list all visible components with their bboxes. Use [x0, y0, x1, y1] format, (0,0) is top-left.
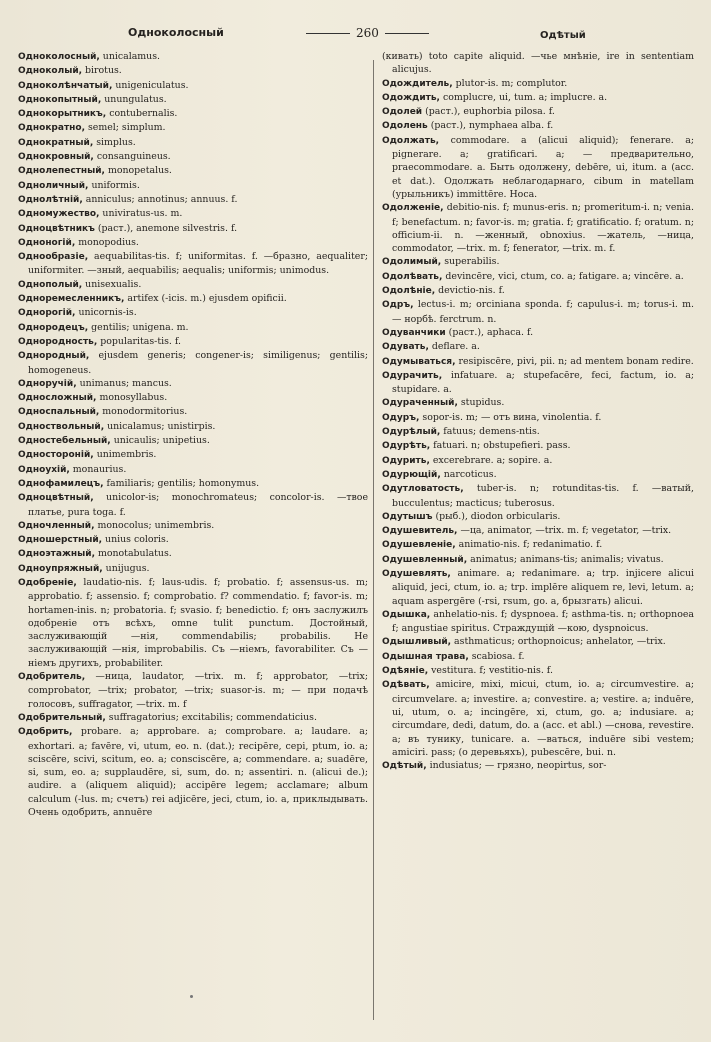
- dictionary-entry: [18, 79, 368, 93]
- entry-definition: monopetalus.: [104, 165, 172, 177]
- entry-definition: (раст.), nymphaea alba. f.: [427, 120, 554, 132]
- entry-headword: Одышка,: [382, 609, 431, 620]
- dictionary-entry: [18, 250, 368, 278]
- entry-headword: Одолѣніе,: [382, 286, 436, 297]
- dictionary-entry: [18, 236, 368, 250]
- dictionary-entry: [382, 396, 694, 410]
- dictionary-entry: [382, 134, 694, 201]
- entry-headword: Одноэтажный,: [18, 549, 95, 560]
- entry-headword: Одуванчики: [382, 327, 446, 338]
- entry-headword: Одноногій,: [18, 237, 76, 248]
- column-divider: [373, 60, 374, 1020]
- entry-definition: unimanus; mancus.: [76, 377, 172, 389]
- entry-definition: indusiatus; — грязно, neopirtus, sor-: [426, 760, 607, 772]
- entry-headword: Одушевленіе,: [382, 540, 456, 551]
- entry-headword: Одноцвѣтный,: [18, 493, 94, 504]
- entry-headword: Однородный,: [18, 351, 90, 362]
- entry-definition: anniculus; annotinus; annuus. f.: [82, 193, 238, 205]
- entry-definition: debitio-nis. f; munus-eris. n; promeritum-i. n; venia. f; benefactum. n; favor-is. m; gratia. f; gratificatio. f; oratum. n; officium-ii. n. —женный, obnoxius. —жатель, —ница, commodator, —trix. m. f; fenerator, —trix. m. f.: [392, 202, 694, 255]
- entry-headword: Одолжать,: [382, 135, 440, 146]
- dictionary-entry: [18, 207, 368, 221]
- entry-headword: Одобрить,: [18, 727, 73, 738]
- entry-headword: Одноколый,: [18, 66, 83, 77]
- dictionary-entry: [18, 463, 368, 477]
- entry-definition: monocolus; unimembris.: [94, 519, 215, 531]
- entry-definition: suffragatorius; excitabilis; commendaticius.: [105, 711, 317, 723]
- dictionary-entry: [18, 405, 368, 419]
- entry-headword: Одолженіе,: [382, 203, 444, 214]
- entry-definition: contubernalis.: [106, 108, 178, 120]
- entry-definition: superabilis.: [441, 256, 500, 268]
- entry-definition: birotus.: [82, 65, 122, 77]
- dictionary-entry: [18, 420, 368, 434]
- dictionary-entry: [382, 468, 694, 482]
- entry-definition: ejusdem generis; congener-is; similigenus; gentilis; homogeneus.: [28, 350, 368, 376]
- dictionary-entry: [382, 355, 694, 369]
- dictionary-entry: [18, 377, 368, 391]
- dictionary-entry: [382, 482, 694, 510]
- dictionary-entry: [18, 434, 368, 448]
- dictionary-entry: [382, 201, 694, 255]
- entry-definition: monaurius.: [69, 463, 127, 475]
- entry-headword: Одушевлять,: [382, 568, 451, 579]
- entry-headword: Одобреніе,: [18, 577, 77, 588]
- dictionary-entry: [18, 150, 368, 164]
- entry-headword: Одноствольный,: [18, 421, 105, 432]
- dictionary-entry: [18, 477, 368, 491]
- entry-definition: aequabilitas-tis. f; uniformitas. f. —бразно, aequaliter; uniformiter. —зный, aequabilis; aequalis; uniformis; unimodus.: [28, 251, 368, 277]
- dictionary-entry: [382, 326, 694, 340]
- entry-definition: consanguineus.: [93, 151, 171, 163]
- entry-definition: monosyllabus.: [96, 392, 168, 404]
- entry-headword: Односложный,: [18, 393, 97, 404]
- entry-definition: tuber-is. n; rotunditas-tis. f. —ватый, bucculentus; macticus; tuberosus.: [392, 483, 694, 509]
- entry-headword: Односпальный,: [18, 407, 100, 418]
- entry-definition: popularitas-tis. f.: [97, 335, 182, 347]
- entry-definition: lectus-i. m; orciniana sponda. f; capulus-i. m; torus-i. m. — норбѣ. ferctrum. n.: [392, 299, 694, 325]
- entry-definition: anhelatio-nis. f; dyspnoea. f; asthma-tis. n; orthopnoea f; angustiae spiritus. Страждущій —кою, dyspnoicus.: [392, 608, 694, 635]
- entry-headword: Одобрительный,: [18, 712, 106, 723]
- dictionary-entry: [18, 278, 368, 292]
- entry-definition: commodare. a (alicui aliquid); fenerare. a; pignerare. a; gratificari. a; — предварительно, praecommodare. a. Быть одолжену, debēre, ui, itum. a (acc. et dat.). Одолжать неблагодарнаго, cibum in matellam (урыльникъ) immittēre. Носа.: [392, 134, 694, 200]
- entry-definition: semel; simplum.: [84, 122, 166, 134]
- entry-headword: Одношерстный,: [18, 535, 103, 546]
- entry-definition: gentilis; unigena. m.: [88, 321, 189, 333]
- entry-definition: monotabulatus.: [94, 548, 172, 560]
- entry-definition: plutor-is. m; complutor.: [452, 77, 568, 89]
- entry-definition: asthmaticus; orthopnoicus; anhelator, —trix.: [451, 636, 666, 648]
- dictionary-entry: [18, 107, 368, 121]
- dictionary-entry: [382, 608, 694, 636]
- dictionary-entry: [382, 77, 694, 91]
- entry-definition: (кивать) toto capite aliquid. —чье мнѣніе, ire in sententiam alicujus.: [382, 51, 694, 76]
- dictionary-entry: [18, 448, 368, 462]
- entry-headword: Одушевленный,: [382, 554, 468, 565]
- dictionary-entry: [382, 538, 694, 552]
- entry-headword: Одѣтый,: [382, 761, 427, 772]
- entry-definition: unimembris.: [93, 449, 157, 461]
- entry-definition: fatuus; demens-ntis.: [440, 426, 540, 438]
- entry-headword: Одурющій,: [382, 469, 441, 480]
- dictionary-entry: [382, 553, 694, 567]
- dictionary-entry: [18, 321, 368, 335]
- header-right-word: Одѣтый: [540, 30, 586, 41]
- entry-headword: Одурѣть,: [382, 441, 431, 452]
- dictionary-entry: [18, 533, 368, 547]
- entry-headword: Одноупряжный,: [18, 563, 103, 574]
- dictionary-entry: [18, 547, 368, 561]
- entry-definition: —ца, animator, —trix. m. f; vegetator, —trix.: [457, 525, 672, 537]
- dictionary-entry: [18, 179, 368, 193]
- dictionary-entry: [18, 576, 368, 670]
- dictionary-entry: [18, 519, 368, 533]
- entry-headword: Однородецъ,: [18, 322, 89, 333]
- dictionary-entry: [382, 91, 694, 105]
- entry-headword: Одѣвать,: [382, 680, 430, 691]
- entry-definition: animatus; animans-tis; animalis; vivatus.: [467, 553, 664, 565]
- entry-definition: laudatio-nis. f; laus-udis. f; probatio. f; assensus-us. m; approbatio. f; assensio. f; comprobatio. f? commendatio. f; favor-is. m; hortamen-inis. n; probatoria. f; svasio. f; benedictio. f; онъ заслужилъ одобреніе отъ всѣхъ, omne tulit punctum. Достойный, заслуживающій —нія, commendabilis; probabilis. Не заслуживающій —нія, improbabilis. Съ —ніемъ, favorabiliter. Съ —ніемъ другихъ, probabiliter.: [28, 576, 368, 669]
- entry-headword: Одолимый,: [382, 257, 442, 268]
- entry-definition: devincēre, vici, ctum, co. a; fatigare. a; vincēre. a.: [442, 270, 684, 282]
- entry-headword: Однообразіе,: [18, 252, 89, 263]
- dictionary-entry: [18, 64, 368, 78]
- entry-headword: Одночленный,: [18, 520, 95, 531]
- entry-headword: Однополый,: [18, 279, 83, 290]
- entry-headword: Однолѣтній,: [18, 194, 83, 205]
- entry-headword: Однокровный,: [18, 152, 94, 163]
- entry-headword: Одураченный,: [382, 398, 458, 409]
- dictionary-entry: [18, 670, 368, 711]
- dictionary-entry: [382, 119, 694, 133]
- entry-headword: Одностебельный,: [18, 436, 111, 447]
- entry-definition: vestitura. f; vestitio-nis. f.: [428, 665, 553, 677]
- entry-definition: infatuare. a; stupefacēre, feci, factum, io. a; stupidare. a.: [392, 369, 694, 396]
- entry-headword: Одѣяніе,: [382, 666, 429, 677]
- dictionary-entry: [382, 635, 694, 649]
- entry-headword: Одождить,: [382, 92, 440, 103]
- entry-headword: Одурѣлый,: [382, 427, 441, 438]
- dictionary-entry: [382, 439, 694, 453]
- dictionary-entry: [382, 284, 694, 298]
- entry-headword: Однорогій,: [18, 308, 76, 319]
- entry-definition: (раст.), anemone silvestris. f.: [94, 222, 238, 234]
- dictionary-entry: [382, 50, 694, 77]
- entry-definition: animatio-nis. f; redanimatio. f.: [455, 539, 603, 551]
- entry-headword: Одноухій,: [18, 464, 70, 475]
- dictionary-entry: [18, 193, 368, 207]
- dictionary-entry: [18, 562, 368, 576]
- entry-definition: monopodius.: [75, 236, 139, 248]
- entry-headword: Одутышъ: [382, 511, 433, 522]
- entry-headword: Однофамилецъ,: [18, 478, 104, 489]
- entry-headword: Одноколосный,: [18, 52, 100, 62]
- entry-headword: Однокопытный,: [18, 94, 102, 105]
- dictionary-entry: [18, 349, 368, 377]
- entry-headword: Одноличный,: [18, 180, 89, 191]
- entry-headword: Одноручій,: [18, 378, 77, 389]
- dictionary-entry: [382, 425, 694, 439]
- rule-right: [385, 33, 429, 34]
- entry-definition: scabiosa. f.: [468, 650, 525, 662]
- dictionary-entry: [18, 391, 368, 405]
- entry-headword: Одышливый,: [382, 637, 452, 648]
- right-column: [382, 50, 694, 773]
- print-speck: [190, 995, 193, 998]
- entry-definition: monodormitorius.: [99, 406, 188, 418]
- entry-definition: unicalamus.: [99, 51, 161, 62]
- entry-definition: unisexualis.: [82, 278, 142, 290]
- dictionary-entry: [382, 411, 694, 425]
- dictionary-entry: [382, 678, 694, 759]
- entry-definition: narcoticus.: [440, 468, 497, 480]
- entry-definition: unicolor-is; monochromateus; concolor-is. —твое платье, pura toga. f.: [28, 492, 368, 518]
- dictionary-entry: [382, 270, 694, 284]
- entry-headword: Одушевитель,: [382, 526, 458, 537]
- dictionary-entry: [382, 298, 694, 326]
- entry-headword: Однократный,: [18, 137, 94, 148]
- dictionary-entry: [18, 50, 368, 64]
- entry-definition: unijugus.: [102, 562, 150, 574]
- entry-definition: stupidus.: [457, 397, 505, 409]
- entry-headword: Однокорытникъ,: [18, 109, 107, 120]
- entry-definition: unigeniculatus.: [112, 79, 189, 91]
- dictionary-entry: [382, 369, 694, 397]
- entry-definition: (рыб.), diodon orbicularis.: [432, 510, 561, 522]
- entry-definition: animare. a; redanimare. a; trp. injicere alicui aliquid, jeci, ctum, io. a; trp. implēre aliquem re, levi, letum. a; aquam aspergēre (-rsi, rsum, go. a, брызгать) alicui.: [392, 567, 694, 607]
- entry-definition: unius coloris.: [102, 534, 169, 546]
- dictionary-entry: [382, 650, 694, 664]
- entry-definition: uniformis.: [88, 179, 140, 191]
- entry-definition: sopor-is. m; — отъ вина, vinolentia. f.: [419, 411, 602, 423]
- entry-headword: Одолей: [382, 107, 423, 118]
- page-header: [0, 26, 711, 46]
- left-column: [18, 50, 368, 819]
- entry-definition: devictio-nis. f.: [435, 285, 505, 297]
- entry-headword: Одумываться,: [382, 356, 456, 367]
- entry-headword: Однократно,: [18, 123, 85, 134]
- entry-headword: Одурить,: [382, 455, 430, 466]
- entry-headword: Одувать,: [382, 342, 429, 353]
- dictionary-entry: [18, 164, 368, 178]
- dictionary-entry: [18, 306, 368, 320]
- entry-definition: artifex (-icis. m.) ejusdem opificii.: [124, 293, 287, 305]
- entry-headword: Однородность,: [18, 336, 98, 347]
- dictionary-entry: [18, 491, 368, 519]
- entry-definition: fatuari. n; obstupefieri. pass.: [430, 440, 571, 452]
- entry-headword: Одноремесленникъ,: [18, 294, 125, 305]
- entry-headword: Одноколѣнчатый,: [18, 80, 113, 91]
- dictionary-entry: [18, 93, 368, 107]
- entry-headword: Одностороній,: [18, 450, 94, 461]
- entry-definition: (раст.), aphaca. f.: [445, 326, 534, 338]
- entry-definition: unicalamus; unistirpis.: [104, 420, 216, 432]
- dictionary-entry: [382, 524, 694, 538]
- dictionary-entry: [18, 222, 368, 236]
- rule-left: [306, 33, 350, 34]
- entry-definition: (раст.), euphorbia pilosa. f.: [422, 106, 555, 118]
- dictionary-entry: [382, 664, 694, 678]
- entry-headword: Одръ,: [382, 300, 414, 311]
- header-left-word: Одноколосный: [128, 26, 224, 39]
- entry-definition: complucre, ui, tum. a; implucre. a.: [439, 91, 608, 103]
- dictionary-entry: [18, 121, 368, 135]
- dictionary-entry: [18, 292, 368, 306]
- entry-headword: Одутловатость,: [382, 484, 464, 495]
- dictionary-entry: [18, 136, 368, 150]
- dictionary-entry: [382, 567, 694, 608]
- entry-headword: Одуръ,: [382, 412, 420, 423]
- entry-headword: Одолѣвать,: [382, 271, 443, 282]
- entry-definition: unungulatus.: [101, 93, 167, 105]
- dictionary-entry: [382, 454, 694, 468]
- entry-headword: Однолепестный,: [18, 166, 105, 177]
- entry-definition: resipiscēre, pivi, pii. n; ad mentem bonam redire.: [455, 355, 694, 367]
- entry-definition: excerebrare. a; sopire. a.: [429, 454, 553, 466]
- entry-definition: —ница, laudator, —trix. m. f; approbator, —trix; comprobator, —trix; probator, —trix; suasor-is. m; — при подачѣ голосовъ, suffragator, —trix. m. f: [28, 671, 368, 710]
- dictionary-entry: [382, 105, 694, 119]
- entry-definition: deflare. a.: [428, 341, 480, 353]
- entry-headword: Одноцвѣтникъ: [18, 223, 95, 234]
- entry-headword: Одномужество,: [18, 209, 100, 220]
- entry-definition: univiratus-us. m.: [99, 208, 183, 220]
- dictionary-entry: [18, 725, 368, 819]
- dictionary-entry: [382, 759, 694, 773]
- dictionary-entry: [18, 335, 368, 349]
- entry-headword: Одурачить,: [382, 370, 443, 381]
- entry-headword: Одобритель,: [18, 672, 86, 683]
- dictionary-entry: [382, 510, 694, 524]
- entry-definition: probare. a; approbare. a; comprobare. a; laudare. a; exhortari. a; favēre, vi, utum, eo. n. (dat.); recipēre, cepi, ptum, io. a; sciscēre, scivi, scitum, eo. a; consciscēre, a; commendare. a; suadēre, si, sum, eo. a; supplaudēre, si, sum, do. n; assentiri. n. (alicui de.); audire. a (aliquem aliquid); accipēre legem; acclamare; album calculum (-lus. m; счетъ) rei adjicēre, jeci, ctum, io. a, приклыдывать. Очень одобрить, annuēre: [28, 726, 368, 819]
- entry-headword: Одолень: [382, 121, 428, 132]
- entry-definition: unicaulis; unipetius.: [110, 435, 210, 447]
- dictionary-entry: [18, 711, 368, 725]
- dictionary-entry: [382, 340, 694, 354]
- entry-definition: amicire, mixi, micui, ctum, io. a; circumvestire. a; circumvelare. a; investire. a; convestire. a; vestire. a; induēre, ui, utum, o. a; incingēre, xi, ctum, go. a; indusiare. a; circumdare, dedi, datum, do. a (acc. et abl.) —снова, revestire. a; въ тунику, tunicare. a. —ваться, induēre sibi vestem; amiciri. pass; (о деревьяхъ), pubescēre, bui. n.: [392, 679, 694, 758]
- page-number: [300, 26, 435, 40]
- page-number-text: 260: [356, 26, 379, 40]
- dictionary-entry: [382, 255, 694, 269]
- entry-headword: Одождитель,: [382, 78, 453, 89]
- entry-definition: unicornis-is.: [75, 307, 137, 319]
- entry-definition: simplus.: [93, 136, 136, 148]
- entry-definition: familiaris; gentilis; homonymus.: [103, 477, 260, 489]
- entry-headword: Одышная трава,: [382, 651, 469, 662]
